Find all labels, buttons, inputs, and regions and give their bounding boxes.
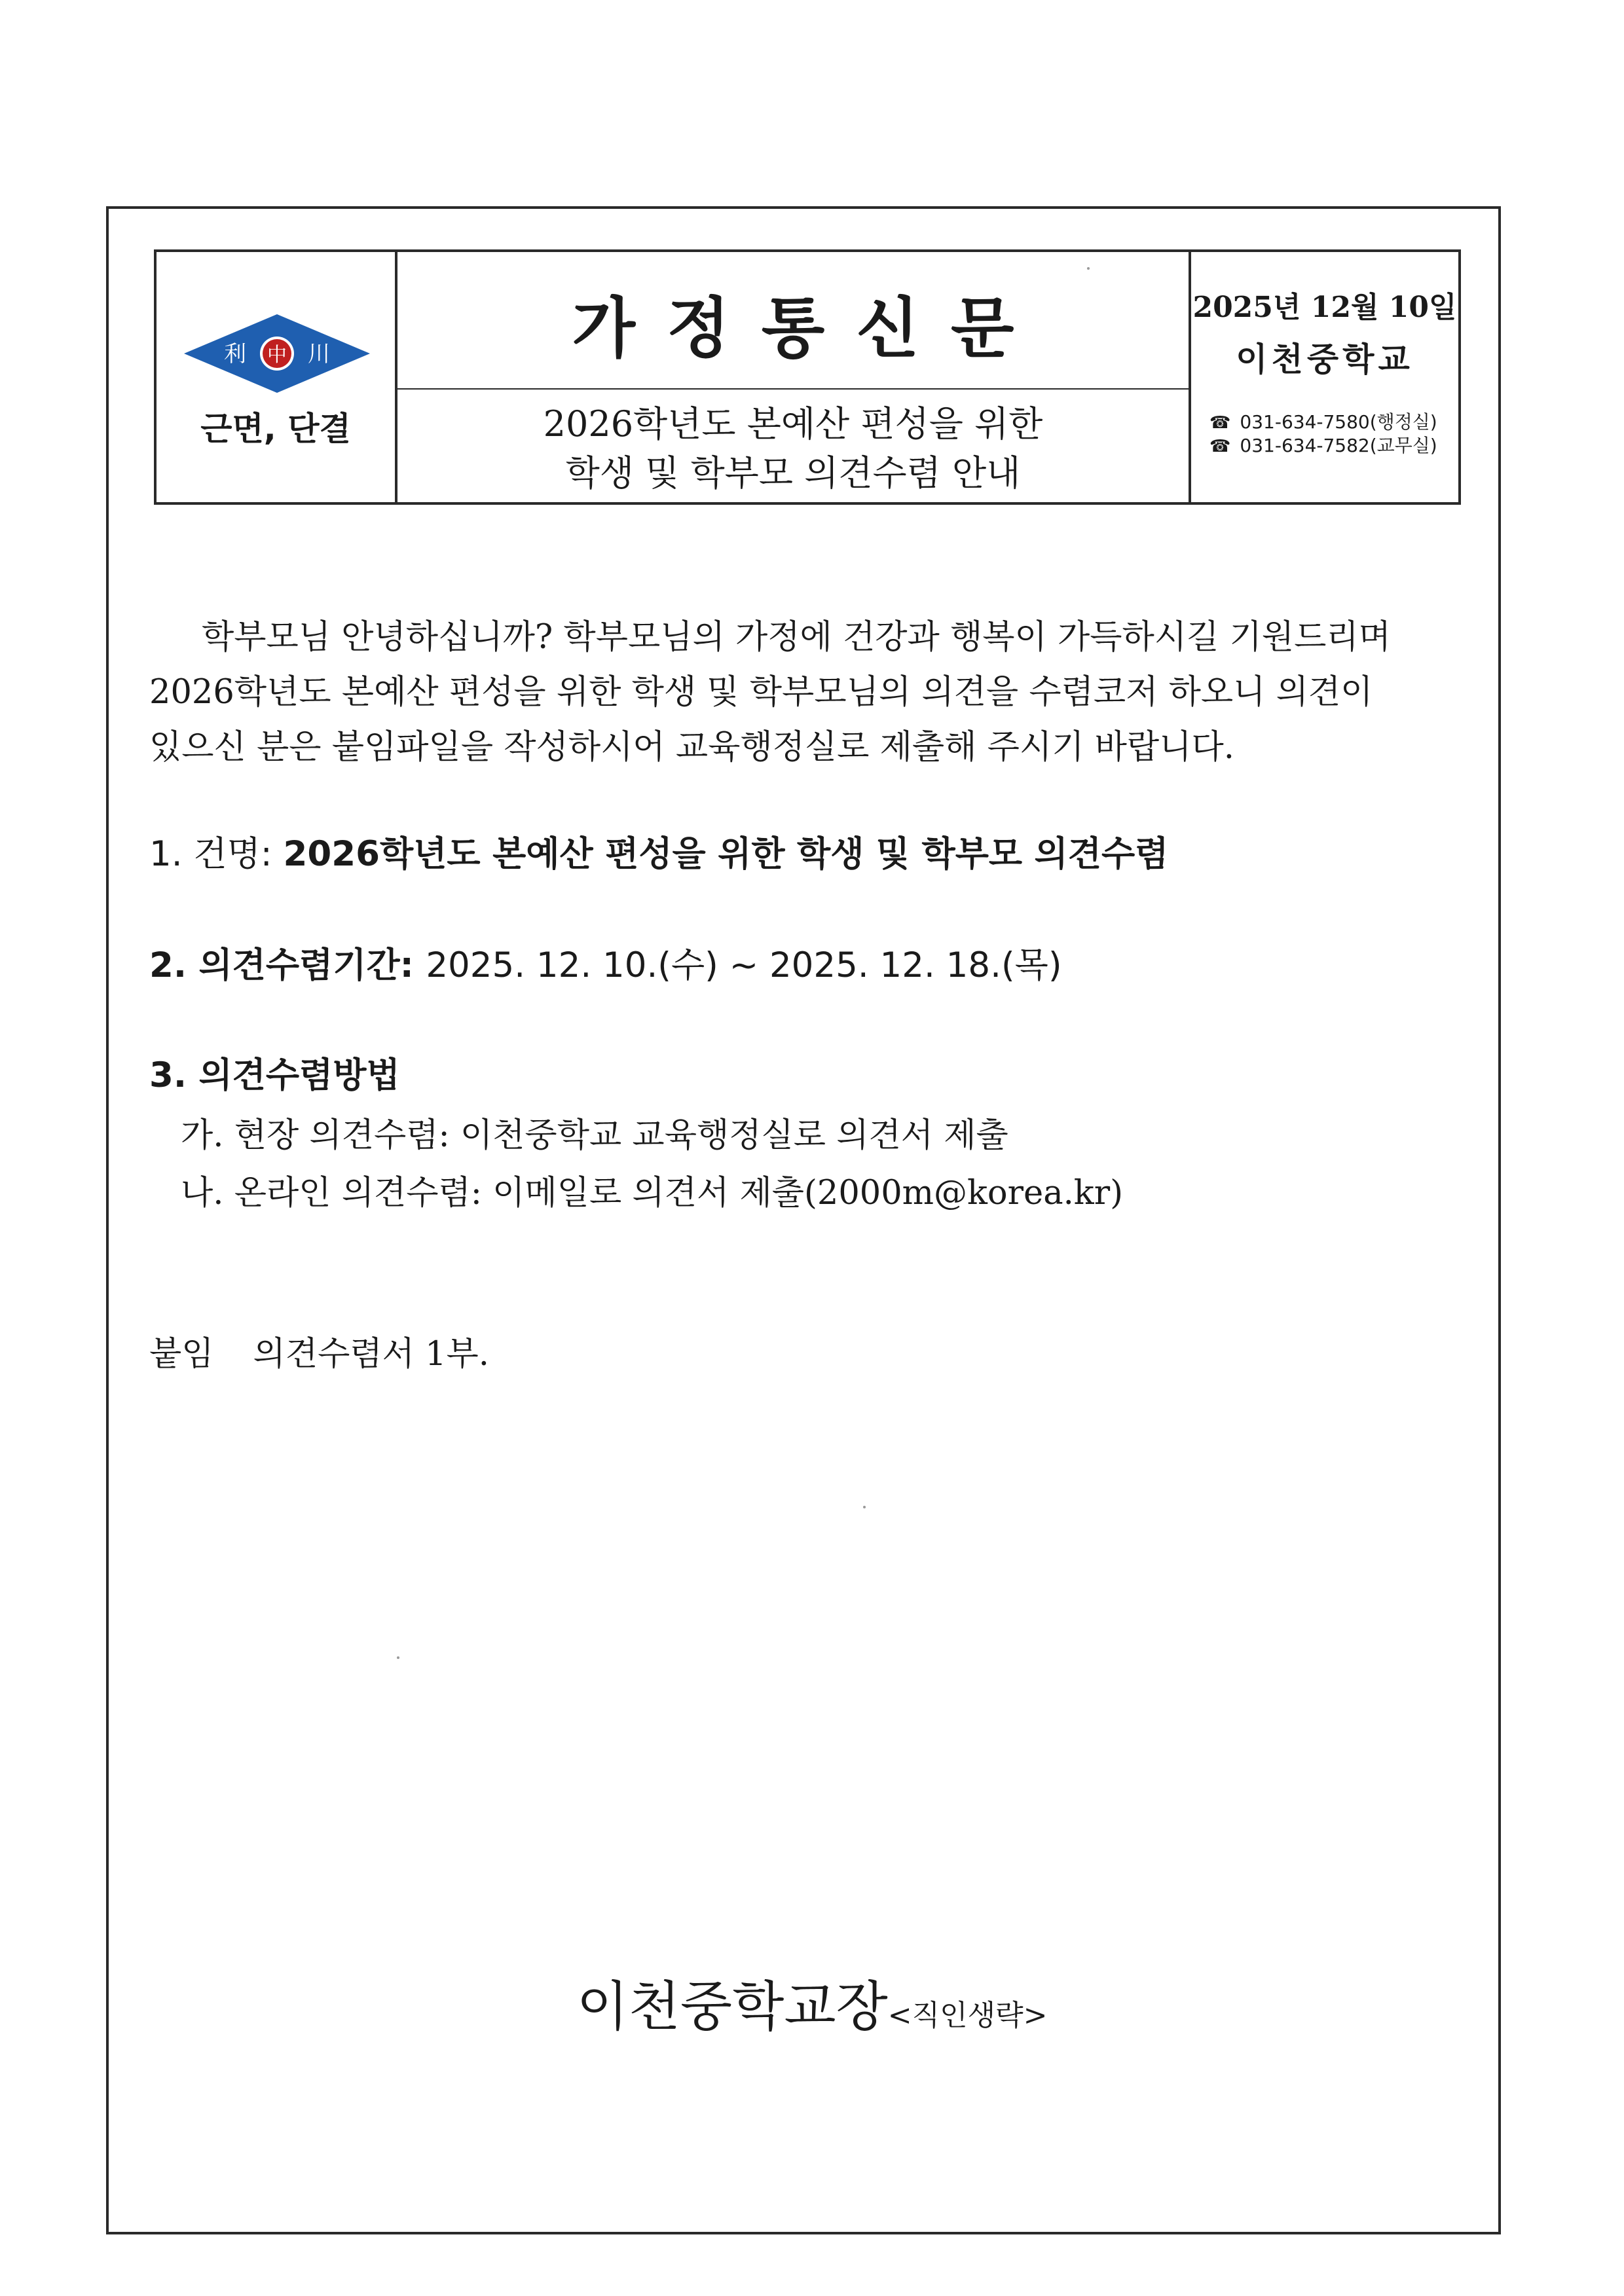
method-onsite: 가. 현장 의견수렴: 이천중학교 교육행정실로 의견서 제출 [181, 1116, 1008, 1155]
school-motto: 근면, 단결 [200, 410, 351, 448]
greeting-line: 2026학년도 본예산 편성을 위한 학생 및 학부모님의 의견을 수렴코저 하오니 의견이 [149, 673, 1373, 712]
logo-char-right: 川 [308, 341, 330, 367]
attachment-value: 의견수렴서 1부. [253, 1335, 490, 1374]
title-top [397, 252, 1189, 390]
issue-date: 2025년 12월 10일 [1192, 291, 1457, 324]
header-table [154, 249, 1461, 505]
phone-icon: ☎ [1209, 413, 1231, 433]
item-subject-label: 1. 건명: [149, 834, 284, 874]
signature [0, 1964, 1624, 2041]
scan-speck [863, 1506, 866, 1508]
subtitle-line-1: 2026학년도 본예산 편성을 위한 [543, 403, 1043, 445]
scan-speck [1087, 267, 1090, 270]
stamp-omitted-note: <직인생략> [887, 1999, 1048, 2032]
greeting-line: 있으신 분은 붙임파일을 작성하시어 교육행정실로 제출해 주시기 바랍니다. [149, 728, 1234, 767]
phone-academic-text: 031-634-7582(교무실) [1240, 435, 1437, 456]
greeting-line: 학부모님 안녕하십니까? 학부모님의 가정에 건강과 행복이 가득하시길 기원드리며 [202, 618, 1391, 657]
item-period [149, 938, 1062, 987]
school-logo-icon [184, 314, 370, 393]
document-frame [106, 206, 1501, 2234]
phone-admin-text: 031-634-7580(행정실) [1240, 411, 1437, 433]
logo-cell [157, 252, 397, 502]
item-period-value: 2025. 12. 10.(수) ~ 2025. 12. 18.(목) [426, 945, 1062, 985]
attachment-line [149, 1326, 489, 1375]
phone-academic [1209, 431, 1437, 458]
school-name: 이천중학교 [1236, 340, 1414, 378]
title-cell [397, 252, 1191, 502]
phone-icon: ☎ [1209, 437, 1231, 456]
page-title: 가정통신문 [572, 290, 1046, 367]
logo-char-center: 中 [267, 344, 287, 367]
principal-title: 이천중학교장 [576, 1976, 888, 2038]
greeting-paragraph [149, 610, 1466, 775]
phone-admin [1209, 408, 1437, 434]
item-subject [149, 826, 1168, 876]
info-cell [1191, 252, 1458, 502]
method-online: 나. 온라인 의견수렴: 이메일로 의견서 제출(2000m@korea.kr) [181, 1174, 1123, 1212]
item-subject-value: 2026학년도 본예산 편성을 위한 학생 및 학부모 의견수렴 [283, 834, 1169, 874]
item-method: 3. 의견수렴방법 [149, 1055, 400, 1095]
scan-speck [397, 1656, 399, 1659]
subtitle-line-2: 학생 및 학부모 의견수렴 안내 [565, 452, 1021, 494]
logo-char-left: 利 [224, 341, 246, 367]
item-period-label: 2. 의견수렴기간: [149, 945, 426, 985]
attachment-label: 붙임 [149, 1335, 214, 1374]
